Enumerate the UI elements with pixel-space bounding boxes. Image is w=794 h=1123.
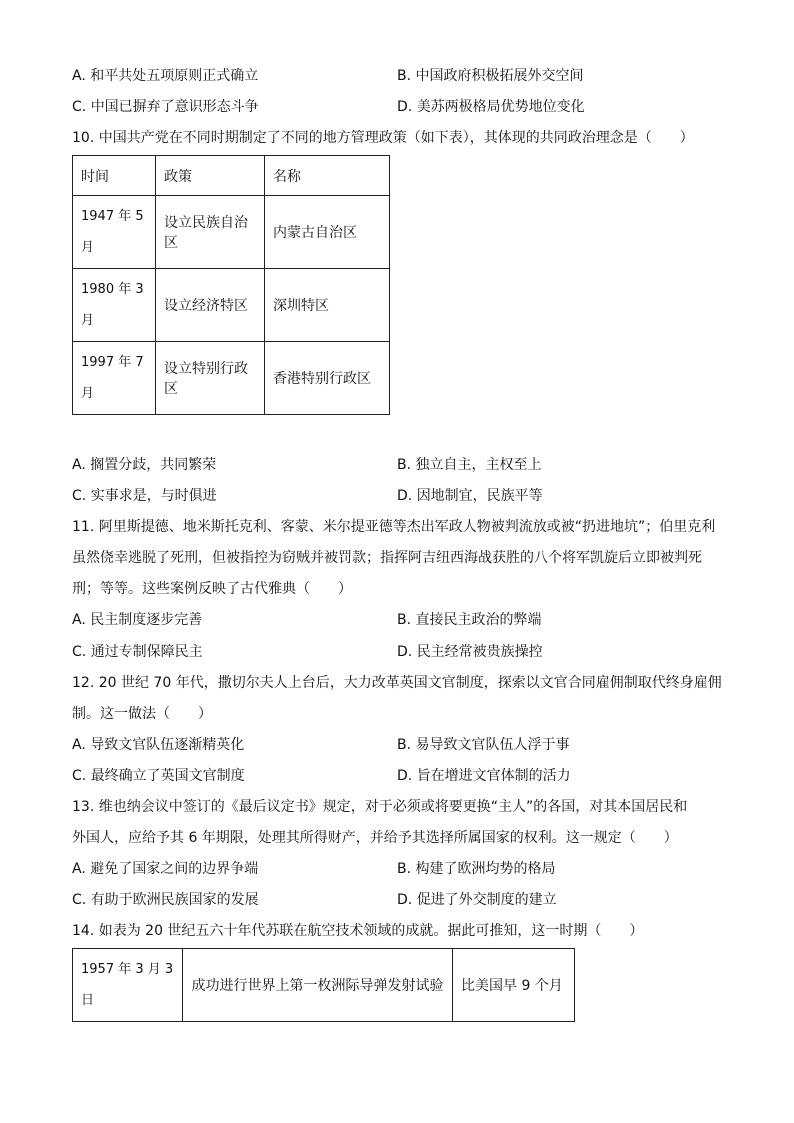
table-cell: 1980 年 3 月 — [73, 269, 156, 342]
q13-option-c: C. 有助于欧洲民族国家的发展 — [72, 892, 259, 908]
table-cell: 设立特别行政区 — [156, 342, 265, 415]
q11-option-d: D. 民主经常被贵族操控 — [397, 644, 543, 660]
table-cell: 内蒙古自治区 — [265, 196, 390, 269]
q10-stem: 10. 中国共产党在不同时期制定了不同的地方管理政策（如下表），其体现的共同政治理念是（ ） — [72, 130, 694, 146]
table-header: 时间 — [73, 156, 156, 196]
table-cell: 比美国早 9 个月 — [453, 949, 575, 1022]
q10-table — [72, 155, 390, 415]
q10-option-c: C. 实事求是，与时俱进 — [72, 488, 217, 504]
q13-stem-line: 13. 维也纳会议中签订的《最后议定书》规定，对于必须或将要更换“主人”的各国，对其本国居民和 — [72, 799, 688, 815]
q11-stem-line: 11. 阿里斯提德、地米斯托克利、客蒙、米尔提亚德等杰出军政人物被判流放或被“扔进地坑”；伯里克利 — [72, 519, 716, 535]
q9-option-c: C. 中国已摒弃了意识形态斗争 — [72, 99, 259, 115]
q11-option-b: B. 直接民主政治的弊端 — [397, 612, 542, 628]
q12-stem-line: 12. 20 世纪 70 年代，撒切尔夫人上台后，大力改革英国文官制度，探索以文官合同雇佣制取代终身雇佣 — [72, 675, 722, 691]
q12-option-a: A. 导致文官队伍逐渐精英化 — [72, 737, 245, 753]
table-cell: 设立经济特区 — [156, 269, 265, 342]
q14-table — [72, 948, 575, 1022]
table-cell: 1957 年 3 月 3 日 — [73, 949, 183, 1022]
table-cell: 香港特别行政区 — [265, 342, 390, 415]
q12-option-d: D. 旨在增进文官体制的活力 — [397, 768, 571, 784]
q9-option-d: D. 美苏两极格局优势地位变化 — [397, 99, 585, 115]
q9-option-a: A. 和平共处五项原则正式确立 — [72, 68, 259, 84]
q11-stem-line: 刑；等等。这些案例反映了古代雅典（ ） — [72, 581, 352, 597]
q11-stem-line: 虽然侥幸逃脱了死刑，但被指控为窃贼并被罚款；指挥阿吉纽西海战获胜的八个将军凯旋后立即被判死 — [72, 550, 702, 566]
q10-option-a: A. 搁置分歧，共同繁荣 — [72, 457, 217, 473]
q13-stem-line: 外国人，应给予其 6 年期限，处理其所得财产，并给予其选择所属国家的权利。这一规定（ ） — [72, 830, 678, 846]
table-cell: 成功进行世界上第一枚洲际导弹发射试验 — [183, 949, 453, 1022]
table-cell: 1947 年 5 月 — [73, 196, 156, 269]
q12-option-b: B. 易导致文官队伍人浮于事 — [397, 737, 570, 753]
q13-option-a: A. 避免了国家之间的边界争端 — [72, 861, 259, 877]
q12-stem-line: 制。这一做法（ ） — [72, 706, 212, 722]
table-header: 政策 — [156, 156, 265, 196]
q14-stem: 14. 如表为 20 世纪五六十年代苏联在航空技术领域的成就。据此可推知，这一时期（ ） — [72, 923, 644, 939]
q13-option-b: B. 构建了欧洲均势的格局 — [397, 861, 556, 877]
table-header: 名称 — [265, 156, 390, 196]
q13-option-d: D. 促进了外交制度的建立 — [397, 892, 557, 908]
table-cell: 设立民族自治区 — [156, 196, 265, 269]
table-cell: 深圳特区 — [265, 269, 390, 342]
table-cell: 1997 年 7 月 — [73, 342, 156, 415]
q9-option-b: B. 中国政府积极拓展外交空间 — [397, 68, 584, 84]
q12-option-c: C. 最终确立了英国文官制度 — [72, 768, 245, 784]
q10-option-d: D. 因地制宜，民族平等 — [397, 488, 543, 504]
q10-option-b: B. 独立自主，主权至上 — [397, 457, 542, 473]
q11-option-a: A. 民主制度逐步完善 — [72, 612, 203, 628]
q11-option-c: C. 通过专制保障民主 — [72, 644, 203, 660]
